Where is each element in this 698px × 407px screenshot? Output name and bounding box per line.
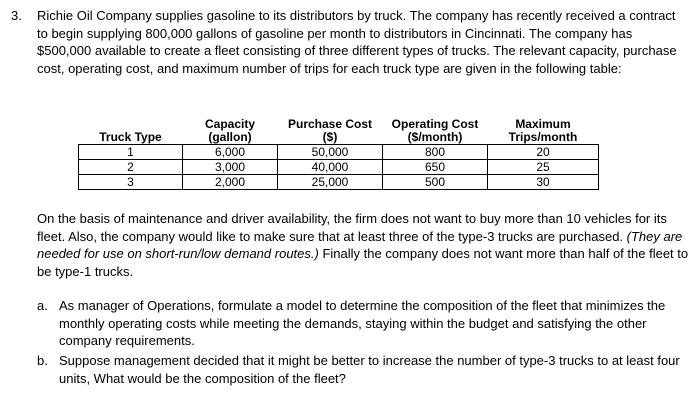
table-cell: 3,000 [183,160,278,175]
table-cell: 650 [383,160,488,175]
table-cell: 40,000 [278,160,383,175]
header-operating-cost [383,115,488,145]
table-cell: 30 [488,175,599,190]
table-cell: 25 [488,160,599,175]
paragraph-text-end: Finally the company does not want more than half of the fleet to be type-1 trucks. [37,246,689,279]
table-row [79,160,599,175]
table-cell: 6,000 [183,145,278,160]
header-line1: Purchase Cost [287,117,373,131]
table-cell: 20 [488,145,599,160]
header-line1: Capacity [204,117,256,131]
table-cell: 800 [383,145,488,160]
table-cell: 25,000 [278,175,383,190]
header-capacity [183,115,278,145]
header-line1: Operating Cost [391,117,479,131]
header-purchase-cost [278,115,383,145]
item-text: As manager of Operations, formulate a model to determine the composition of the fleet that minimizes the monthly operating costs while meeting the demands, staying within the budget and satisfying the other company requirements. [59,298,666,348]
item-letter: b. [37,353,48,368]
table-cell: 3 [79,175,183,190]
header-line2: Truck Type [99,130,162,144]
header-line2: (gallon) [208,130,252,144]
item-letter: a. [37,298,48,313]
header-truck-type [79,115,183,145]
table-cell: 1 [79,145,183,160]
table-cell: 2,000 [183,175,278,190]
header-line2: ($) [322,130,338,144]
table-cell: 500 [383,175,488,190]
question-intro: Richie Oil Company supplies gasoline to its distributors by truck. The company has recently received a contract to begin supplying 800,000 gallons of gasoline per month to distributors in Cincinnati. The company has $500,000 available to create a fleet consisting of three different types of trucks. The relevant capacity, purchase cost, operating cost, and maximum number of trips for each truck type are given in the following table: [37,8,677,76]
header-line2: Trips/month [508,130,578,144]
header-max-trips [488,115,599,145]
constraints-paragraph [37,210,689,280]
table-row [79,145,599,160]
header-line2: ($/month) [407,130,463,144]
paragraph-text: On the basis of maintenance and driver availability, the firm does not want to buy more than 10 vehicles for its fleet. Also, the company would like to make sure that at least three of the type-3 trucks are purchased. [37,211,667,244]
table-cell: 50,000 [278,145,383,160]
table-header-row [79,115,599,145]
question-number: 3. [11,8,22,23]
item-text: Suppose management decided that it might be better to increase the number of type-3 trucks to at least four units, What would be the composition of the fleet? [59,353,680,386]
table-row [79,175,599,190]
paragraph-italic-note: (They are needed for use on short-run/low demand routes.) [37,228,683,261]
header-line1: Maximum [515,117,571,131]
table-cell: 2 [79,160,183,175]
truck-table [78,115,599,190]
